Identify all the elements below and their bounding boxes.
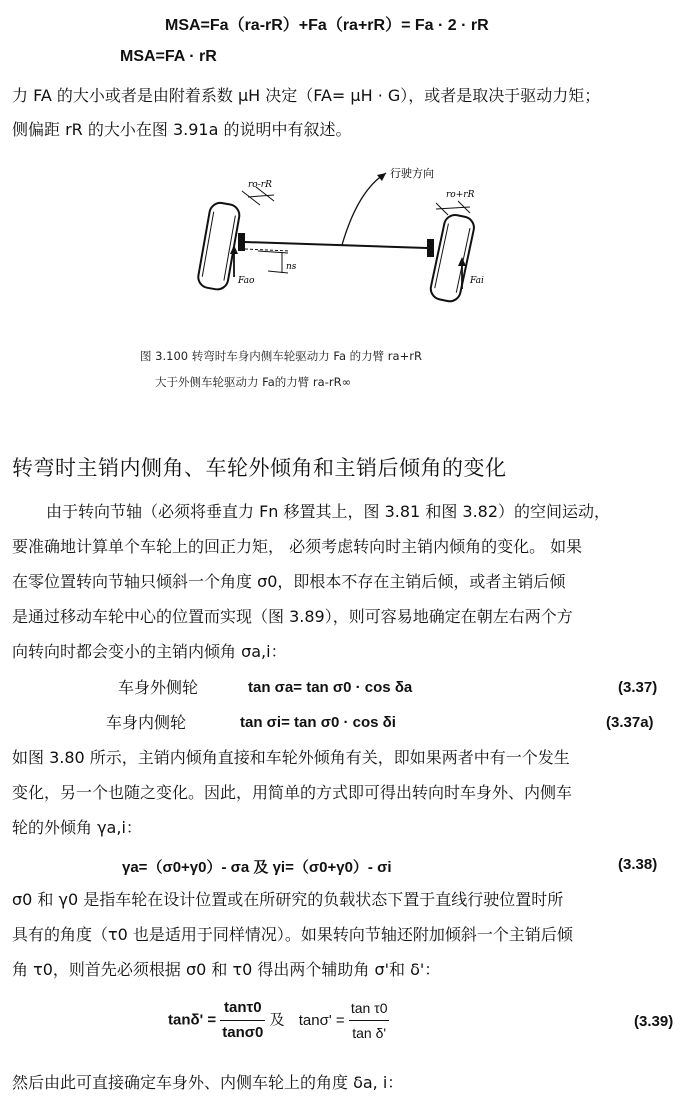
eq337-formula: tan σa= tan σ0 · cos δa — [248, 679, 413, 696]
para3-line-1: σ0 和 γ0 是指车轮在设计位置或在所研究的负载状态下置于直线行驶位置时所 — [12, 890, 564, 909]
direction-label: 行驶方向 — [390, 167, 434, 180]
eq337a-label: 车身内侧轮 — [106, 713, 187, 732]
left-kingpin — [238, 233, 245, 251]
eq339-lhs2: tanσ' = — [298, 1011, 345, 1029]
eq339-den1: tanσ0 — [222, 1024, 264, 1041]
para3-line-2: 具有的角度（τ0 也是适用于同样情况）。如果转向节轴还附加倾斜一个主销后倾 — [12, 925, 573, 944]
left-force-label: Fao — [238, 276, 255, 286]
last-line: 然后由此可直接确定车身外、内侧车轮上的角度 δa, i： — [12, 1073, 404, 1092]
section-heading: 转弯时主销内侧角、车轮外倾角和主销后倾角的变化 — [12, 456, 507, 480]
intro-line-1: 力 FA 的大小或者是由附着系数 μH 决定（FA= μH · G），或者是取决于驱动力矩； — [12, 86, 601, 105]
eq337-label: 车身外侧轮 — [118, 678, 199, 697]
axle-line — [245, 242, 427, 248]
para1-line-4: 是通过移动车轮中心的位置而实现（图 3.89），则可容易地确定在朝左右两个方 — [12, 607, 573, 626]
left-dim-label: ro-rR — [248, 180, 272, 190]
equation-msa-short: MSA=FA · rR — [120, 48, 217, 65]
para1-line-5: 向转向时都会变小的主销内倾角 σa,i： — [12, 642, 287, 661]
eq339-fraction-1 — [220, 998, 265, 1043]
para3-line-3: 角 τ0，则首先必须根据 σ0 和 τ0 得出两个辅助角 σ'和 δ'： — [12, 960, 441, 979]
eq337-number: (3.37) — [618, 679, 658, 696]
ns-label: ns — [286, 262, 297, 272]
para2-line-1: 如图 3.80 所示，主销内倾角直接和车轮外倾角有关，即如果两者中有一个发生 — [12, 748, 570, 767]
eq339-conjunction: 及 — [269, 1011, 285, 1029]
para2-line-2: 变化，另一个也随之变化。因此，用简单的方式即可得出转向时车身外、内侧车 — [12, 783, 573, 802]
eq337a-formula: tan σi= tan σ0 · cos δi — [240, 714, 396, 731]
para2-line-3: 轮的外倾角 γa,i： — [12, 818, 142, 837]
eq339-den2: tan δ' — [352, 1025, 387, 1041]
right-dim-label: ro+rR — [446, 190, 475, 200]
axle-diagram — [190, 165, 500, 325]
eq339 — [168, 998, 389, 1043]
right-wheel — [429, 213, 476, 303]
para1-line-1: 由于转向节轴（必须将垂直力 Fn 移置其上，图 3.81 和图 3.82）的空间运动， — [46, 502, 611, 521]
eq339-lhs: tanδ' = — [168, 1011, 217, 1029]
eq339-fraction-2 — [349, 998, 390, 1043]
eq338-formula: γa=（σ0+γ0）- σa 及 γi=（σ0+γ0）- σi — [122, 859, 392, 876]
eq338-number: (3.38) — [618, 856, 658, 873]
figure-caption-line-2: 大于外侧车轮驱动力 Fa的力臂 ra-rR∞ — [155, 375, 352, 389]
direction-arrow-icon — [342, 173, 386, 245]
eq337a-number: (3.37a) — [606, 714, 654, 731]
right-force-label: Fai — [470, 276, 484, 286]
figure-3-100 — [190, 165, 500, 329]
para1-line-3: 在零位置转向节轴只倾斜一个角度 σ0，即根本不存在主销后倾，或者主销后倾 — [12, 572, 566, 591]
para1-line-2: 要准确地计算单个车轮上的回正力矩， 必须考虑转向时主销内倾角的变化。 如果 — [12, 537, 583, 556]
eq339-number: (3.39) — [634, 1013, 674, 1030]
right-kingpin — [427, 239, 434, 257]
equation-msa-full: MSA=Fa（ra-rR）+Fa（ra+rR）= Fa · 2 · rR — [165, 17, 489, 34]
figure-caption-line-1: 图 3.100 转弯时车身内侧车轮驱动力 Fa 的力臂 ra+rR — [140, 349, 422, 363]
eq339-num1: tanτ0 — [220, 998, 265, 1021]
eq339-num2: tan τ0 — [349, 998, 390, 1021]
intro-line-2: 侧偏距 rR 的大小在图 3.91a 的说明中有叙述。 — [12, 120, 352, 139]
